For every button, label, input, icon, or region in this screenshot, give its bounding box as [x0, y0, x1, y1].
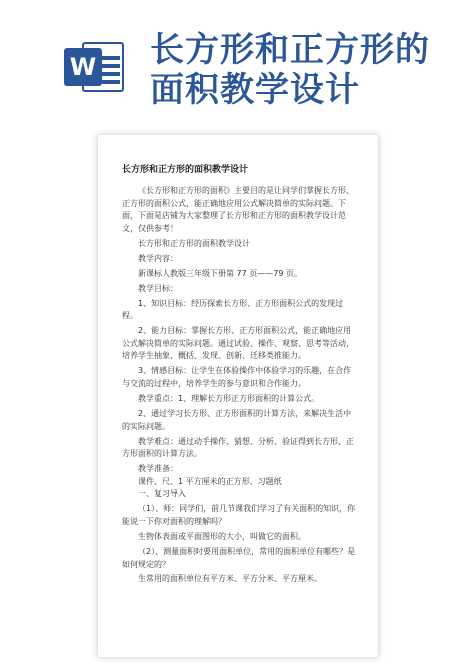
paragraph-goal-3: 3、情感目标：让学生在体验操作中体验学习的乐趣，在合作与交流的过程中，培养学生的参与意识和合作能力。 [122, 366, 352, 389]
word-line-1 [102, 56, 120, 60]
paragraph-intro: 《长方形和正方形的面积》主要目的是让同学们掌握长方形、正方形的面积公式，能正确地应用公式解决简单的实际问题。下面，下面是店铺为大家整理了长方形和正方形的面积教学设计范文，仅供参考！ [122, 186, 354, 233]
header-title-line-2: 面积教学设计 [150, 70, 360, 110]
paragraph-key-point-1: 教学重点：1、理解长方形正方形面积的计算公式。 [138, 394, 320, 404]
document-title: 长方形和正方形的面积教学设计 [122, 165, 249, 175]
paragraph-answer-1: 生物体表面或平面图形的大小，叫做它的面积。 [138, 531, 306, 541]
paragraph-goal-2: 2、能力目标：掌握长方形、正方形面积公式，能正确地应用公式解决简单的实际问题。通过试验、操作、观察、思考等活动，培养学生抽象、概括、发现、创新、迁移类推能力。 [122, 326, 354, 361]
paragraph-goal-1: 1、知识目标：经历探索长方形、正方形面积公式的发现过程。 [122, 298, 344, 321]
paragraph-question-1: （1）、师：同学们，前几节课我们学习了有关面积的知识，你能说一下你对面积的理解吗？ [122, 504, 356, 526]
paragraph-difficulty: 教学难点：通过动手操作、猜想、分析、验证得到长方形、正方形面积的计算方法。 [122, 436, 354, 459]
word-line-3 [102, 72, 120, 76]
paragraph-question-2: （2）、测量面积时要用面积单位，常用的面积单位有哪些？是如何规定的？ [122, 546, 356, 569]
paragraph-goals-heading: 教学目标： [138, 283, 178, 293]
paragraph-key-point-2: 2、通过学习长方形、正方形面积的计算方法，来解决生活中的实际问题。 [122, 409, 352, 431]
page-header [0, 0, 474, 118]
word-document-icon [64, 36, 126, 98]
paragraph-content: 新课标人教版三年级下册第 77 页——79 页。 [138, 268, 302, 278]
document-body [122, 185, 358, 586]
paragraph-answer-2: 生常用的面积单位有平方米、平方分米、平方厘米。 [138, 574, 322, 584]
header-title [150, 30, 470, 110]
word-line-2 [102, 64, 120, 68]
header-title-line-1: 长方形和正方形的 [150, 30, 430, 70]
paragraph-prep-heading: 教学准备： [138, 464, 178, 474]
word-line-4 [102, 80, 120, 84]
paragraph-prep-items: 课件、尺、1 平方厘米的正方形、习题纸 [138, 476, 282, 486]
paragraph-content-heading: 教学内容： [138, 253, 178, 263]
word-letter: W [64, 48, 102, 86]
paragraph-review-heading: 一、复习导入 [138, 489, 186, 499]
paragraph-subtitle: 长方形和正方形的面积教学设计 [138, 238, 250, 248]
